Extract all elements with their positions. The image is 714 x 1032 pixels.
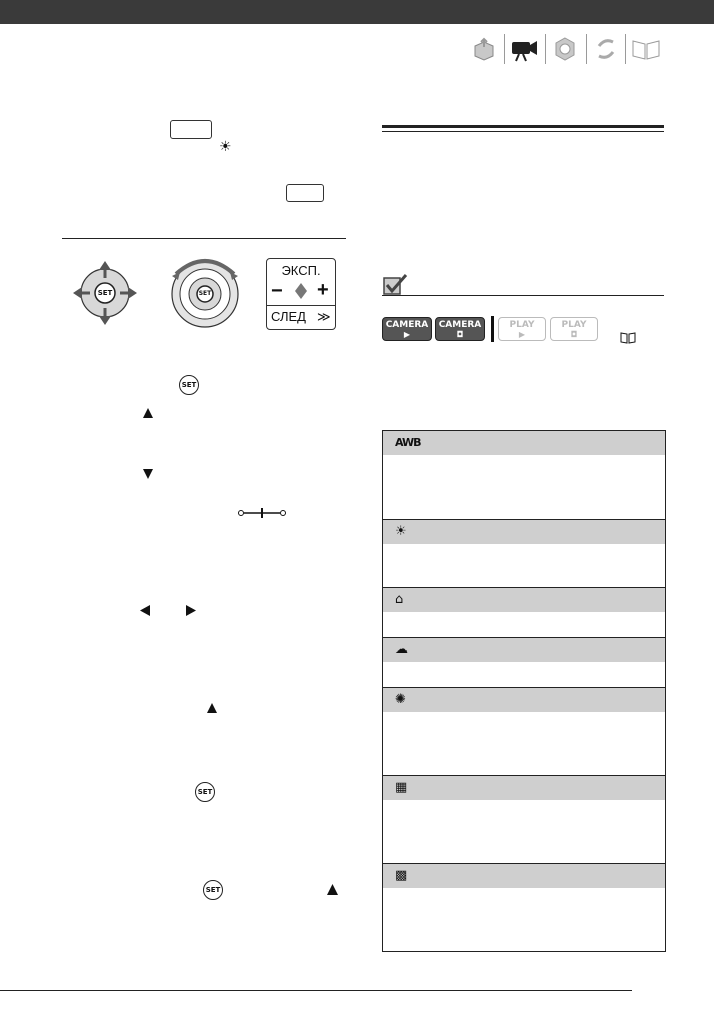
white-balance-table [382, 430, 666, 952]
section-divider [62, 238, 346, 239]
cloudy-icon: ☁ [395, 642, 408, 657]
arrows-icon[interactable] [588, 34, 624, 64]
options-rule [382, 295, 664, 296]
section-title-rule [382, 125, 664, 128]
wb-row-cloudy[interactable] [383, 638, 665, 662]
page-reference-book-icon [620, 331, 636, 343]
menu-button[interactable] [170, 120, 212, 139]
exposure-marker-icon [295, 283, 307, 299]
exposure-divider [267, 305, 335, 306]
exposure-scale-icon [238, 505, 286, 515]
book-icon[interactable] [628, 34, 664, 64]
section-title-rule-thin [382, 131, 664, 132]
camcorder-icon[interactable] [506, 34, 542, 64]
wb-row-fluorescent-h[interactable] [383, 864, 665, 888]
set-button-icon: SET [203, 880, 223, 900]
checkbox-icon [382, 273, 410, 297]
up-arrow-icon [327, 882, 338, 893]
set-button-icon: SET [179, 375, 199, 395]
dial-set-label: SET [198, 290, 212, 297]
wb-row-auto[interactable] [383, 431, 665, 455]
mode-play-video: PLAY ▶ [498, 317, 546, 341]
shade-icon: ⌂ [395, 592, 404, 607]
exposure-control[interactable] [266, 258, 336, 330]
set-button-icon: SET [195, 782, 215, 802]
mode-separator [491, 316, 494, 342]
fluorescent-icon: ▦ [395, 780, 408, 795]
wb-row-shade[interactable] [383, 588, 665, 612]
tab-divider [504, 34, 505, 64]
exposure-minus[interactable]: − [271, 280, 283, 302]
wb-row-fluorescent[interactable] [383, 776, 665, 800]
exposure-program-icon: ☀ [219, 138, 232, 154]
footer-rule [0, 990, 632, 991]
tab-divider [586, 34, 587, 64]
up-arrow-icon [207, 700, 217, 710]
auto-wb-icon: AWB [395, 436, 421, 449]
fluorescent-h-icon: ▩ [395, 868, 408, 883]
left-arrow-icon [140, 603, 150, 614]
mode-camera-video: CAMERA ▶ [382, 317, 432, 341]
wb-row-tungsten[interactable] [383, 688, 665, 712]
mode-play-photo: PLAY ◘ [550, 317, 598, 341]
camera-icon[interactable] [547, 34, 583, 64]
tab-divider [545, 34, 546, 64]
tungsten-icon: ✺ [395, 692, 406, 707]
mode-camera-photo: CAMERA ◘ [435, 317, 485, 341]
wb-row-daylight[interactable] [383, 520, 665, 544]
func-button[interactable] [286, 184, 324, 202]
daylight-icon: ☀ [395, 524, 407, 539]
control-dial-diagram[interactable] [166, 252, 244, 330]
tab-divider [625, 34, 626, 64]
next-label[interactable]: СЛЕД [271, 309, 306, 324]
down-arrow-icon [143, 466, 153, 476]
exposure-label: ЭКСП. [281, 263, 321, 278]
joystick-set-label: SET [97, 289, 113, 297]
next-chevron-icon: ≫ [317, 309, 331, 324]
joystick-diagram[interactable] [70, 258, 140, 328]
right-arrow-icon [186, 603, 196, 614]
exposure-plus[interactable]: + [317, 279, 329, 301]
up-arrow-icon [143, 405, 153, 415]
box-icon[interactable] [466, 34, 502, 64]
header-bar [0, 0, 714, 24]
